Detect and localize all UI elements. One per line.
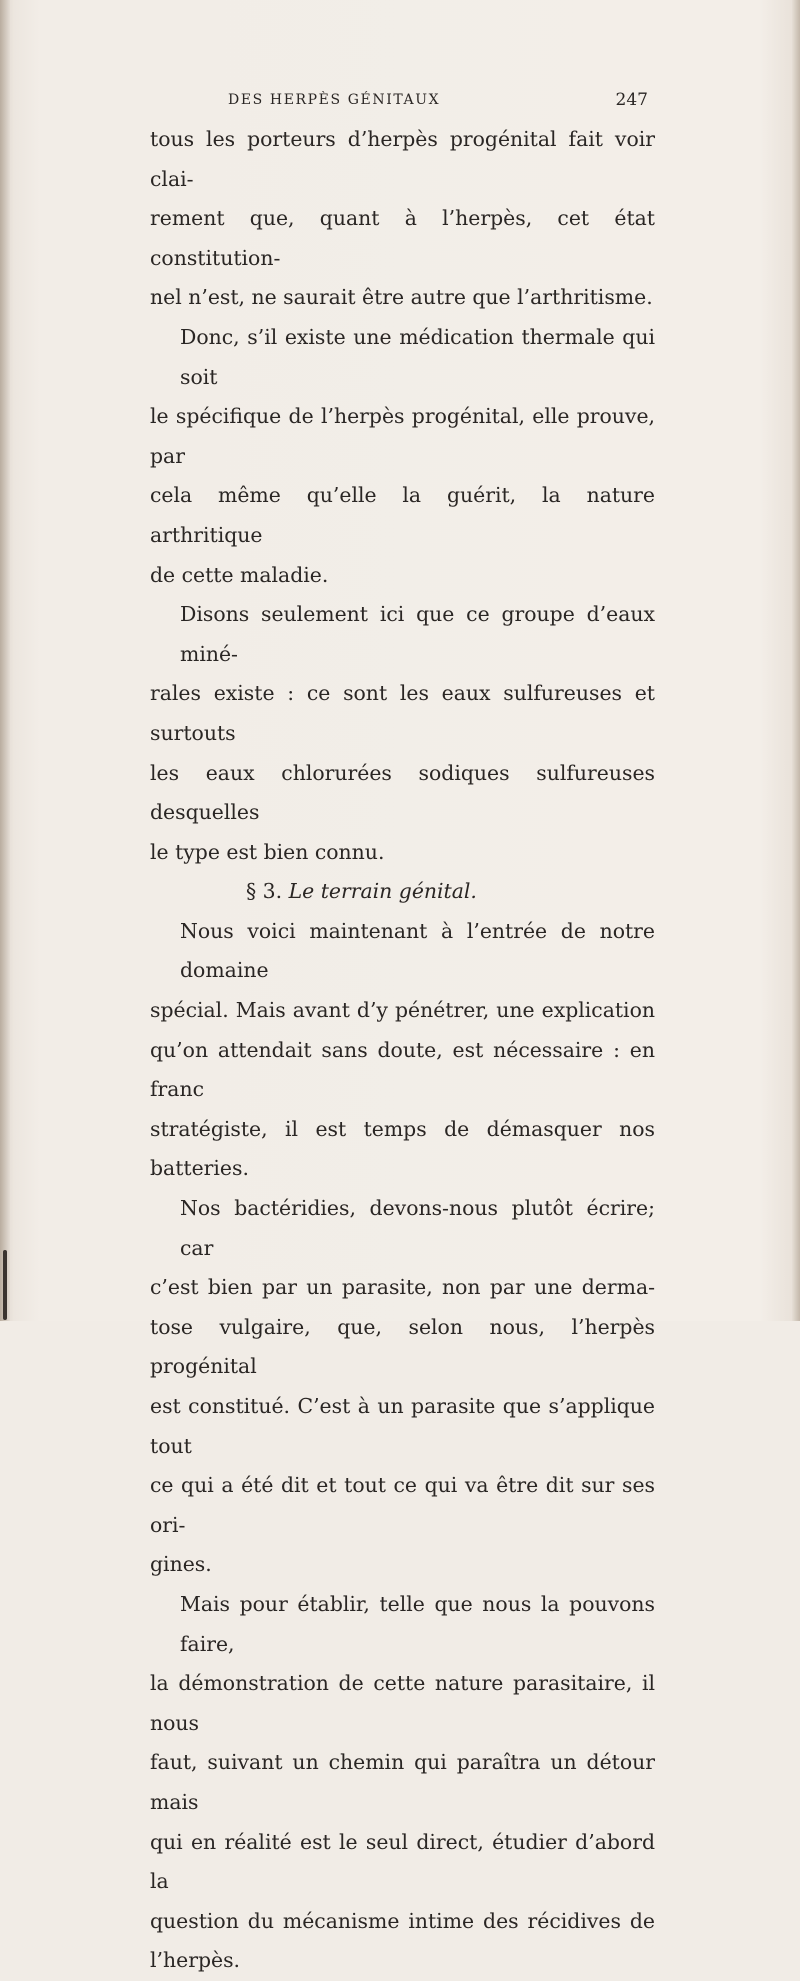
- running-head-title: DES HERPÈS GÉNITAUX: [228, 92, 441, 108]
- text-line: Mais pour établir, telle que nous la pouvons faire,: [180, 1591, 655, 1656]
- text-line: est constitué. C’est à un parasite que s’applique tout: [150, 1394, 655, 1458]
- text-line: de cette maladie.: [150, 562, 329, 587]
- text-line: le type est bien connu.: [150, 839, 385, 864]
- text-line: Donc, s’il existe une médication thermale qui soit: [180, 324, 655, 389]
- text-line: qu’on attendait sans doute, est nécessaire : en franc: [150, 1037, 655, 1102]
- text-line: Nos bactéridies, devons-nous plutôt écrire; car: [180, 1196, 655, 1260]
- text-line: rement que, quant à l’herpès, cet état constitution-: [150, 206, 655, 270]
- text-line: stratégiste, il est temps de démasquer nos batteries.: [150, 1116, 655, 1181]
- running-head: [228, 92, 648, 116]
- text-line: spécial. Mais avant d’y pénétrer, une explication: [150, 998, 655, 1023]
- text-line: le spécifique de l’herpès progénital, elle prouve, par: [150, 404, 655, 468]
- page-edge-right: [792, 0, 800, 1321]
- text-line: les eaux chlorurées sodiques sulfureuses desquelles: [150, 760, 655, 825]
- page-number: 247: [615, 90, 648, 110]
- text-line: l’herpès.: [150, 1948, 241, 1973]
- section-number: § 3.: [246, 879, 283, 904]
- page-gutter-left: [0, 0, 10, 1321]
- text-line: tous les porteurs d’herpès progénital fait voir clai-: [150, 127, 655, 191]
- body-text: [150, 120, 655, 1981]
- text-line: qui en réalité est le seul direct, étudier d’abord la: [150, 1829, 655, 1894]
- text-line: Disons seulement ici que ce groupe d’eaux miné-: [180, 602, 655, 666]
- text-line: nel n’est, ne saurait être autre que l’arthritisme.: [150, 285, 653, 310]
- text-line: la démonstration de cette nature parasitaire, il nous: [150, 1671, 655, 1735]
- text-line: c’est bien par un parasite, non par une derma-: [150, 1275, 655, 1300]
- text-line: cela même qu’elle la guérit, la nature arthritique: [150, 483, 655, 547]
- section-title: Le terrain génital.: [288, 879, 477, 904]
- text-line: faut, suivant un chemin qui paraîtra un détour mais: [150, 1750, 655, 1814]
- text-line: gines.: [150, 1552, 212, 1577]
- text-line: tose vulgaire, que, selon nous, l’herpès progénital: [150, 1314, 655, 1379]
- section-heading: [150, 872, 655, 912]
- text-line: ce qui a été dit et tout ce qui va être dit sur ses ori-: [150, 1473, 655, 1537]
- text-line: question du mécanisme intime des récidives de: [150, 1908, 655, 1933]
- text-line: Nous voici maintenant à l’entrée de notre domaine: [180, 918, 655, 983]
- binding-mark: [3, 1250, 7, 1320]
- text-line: rales existe : ce sont les eaux sulfureuses et surtouts: [150, 681, 655, 745]
